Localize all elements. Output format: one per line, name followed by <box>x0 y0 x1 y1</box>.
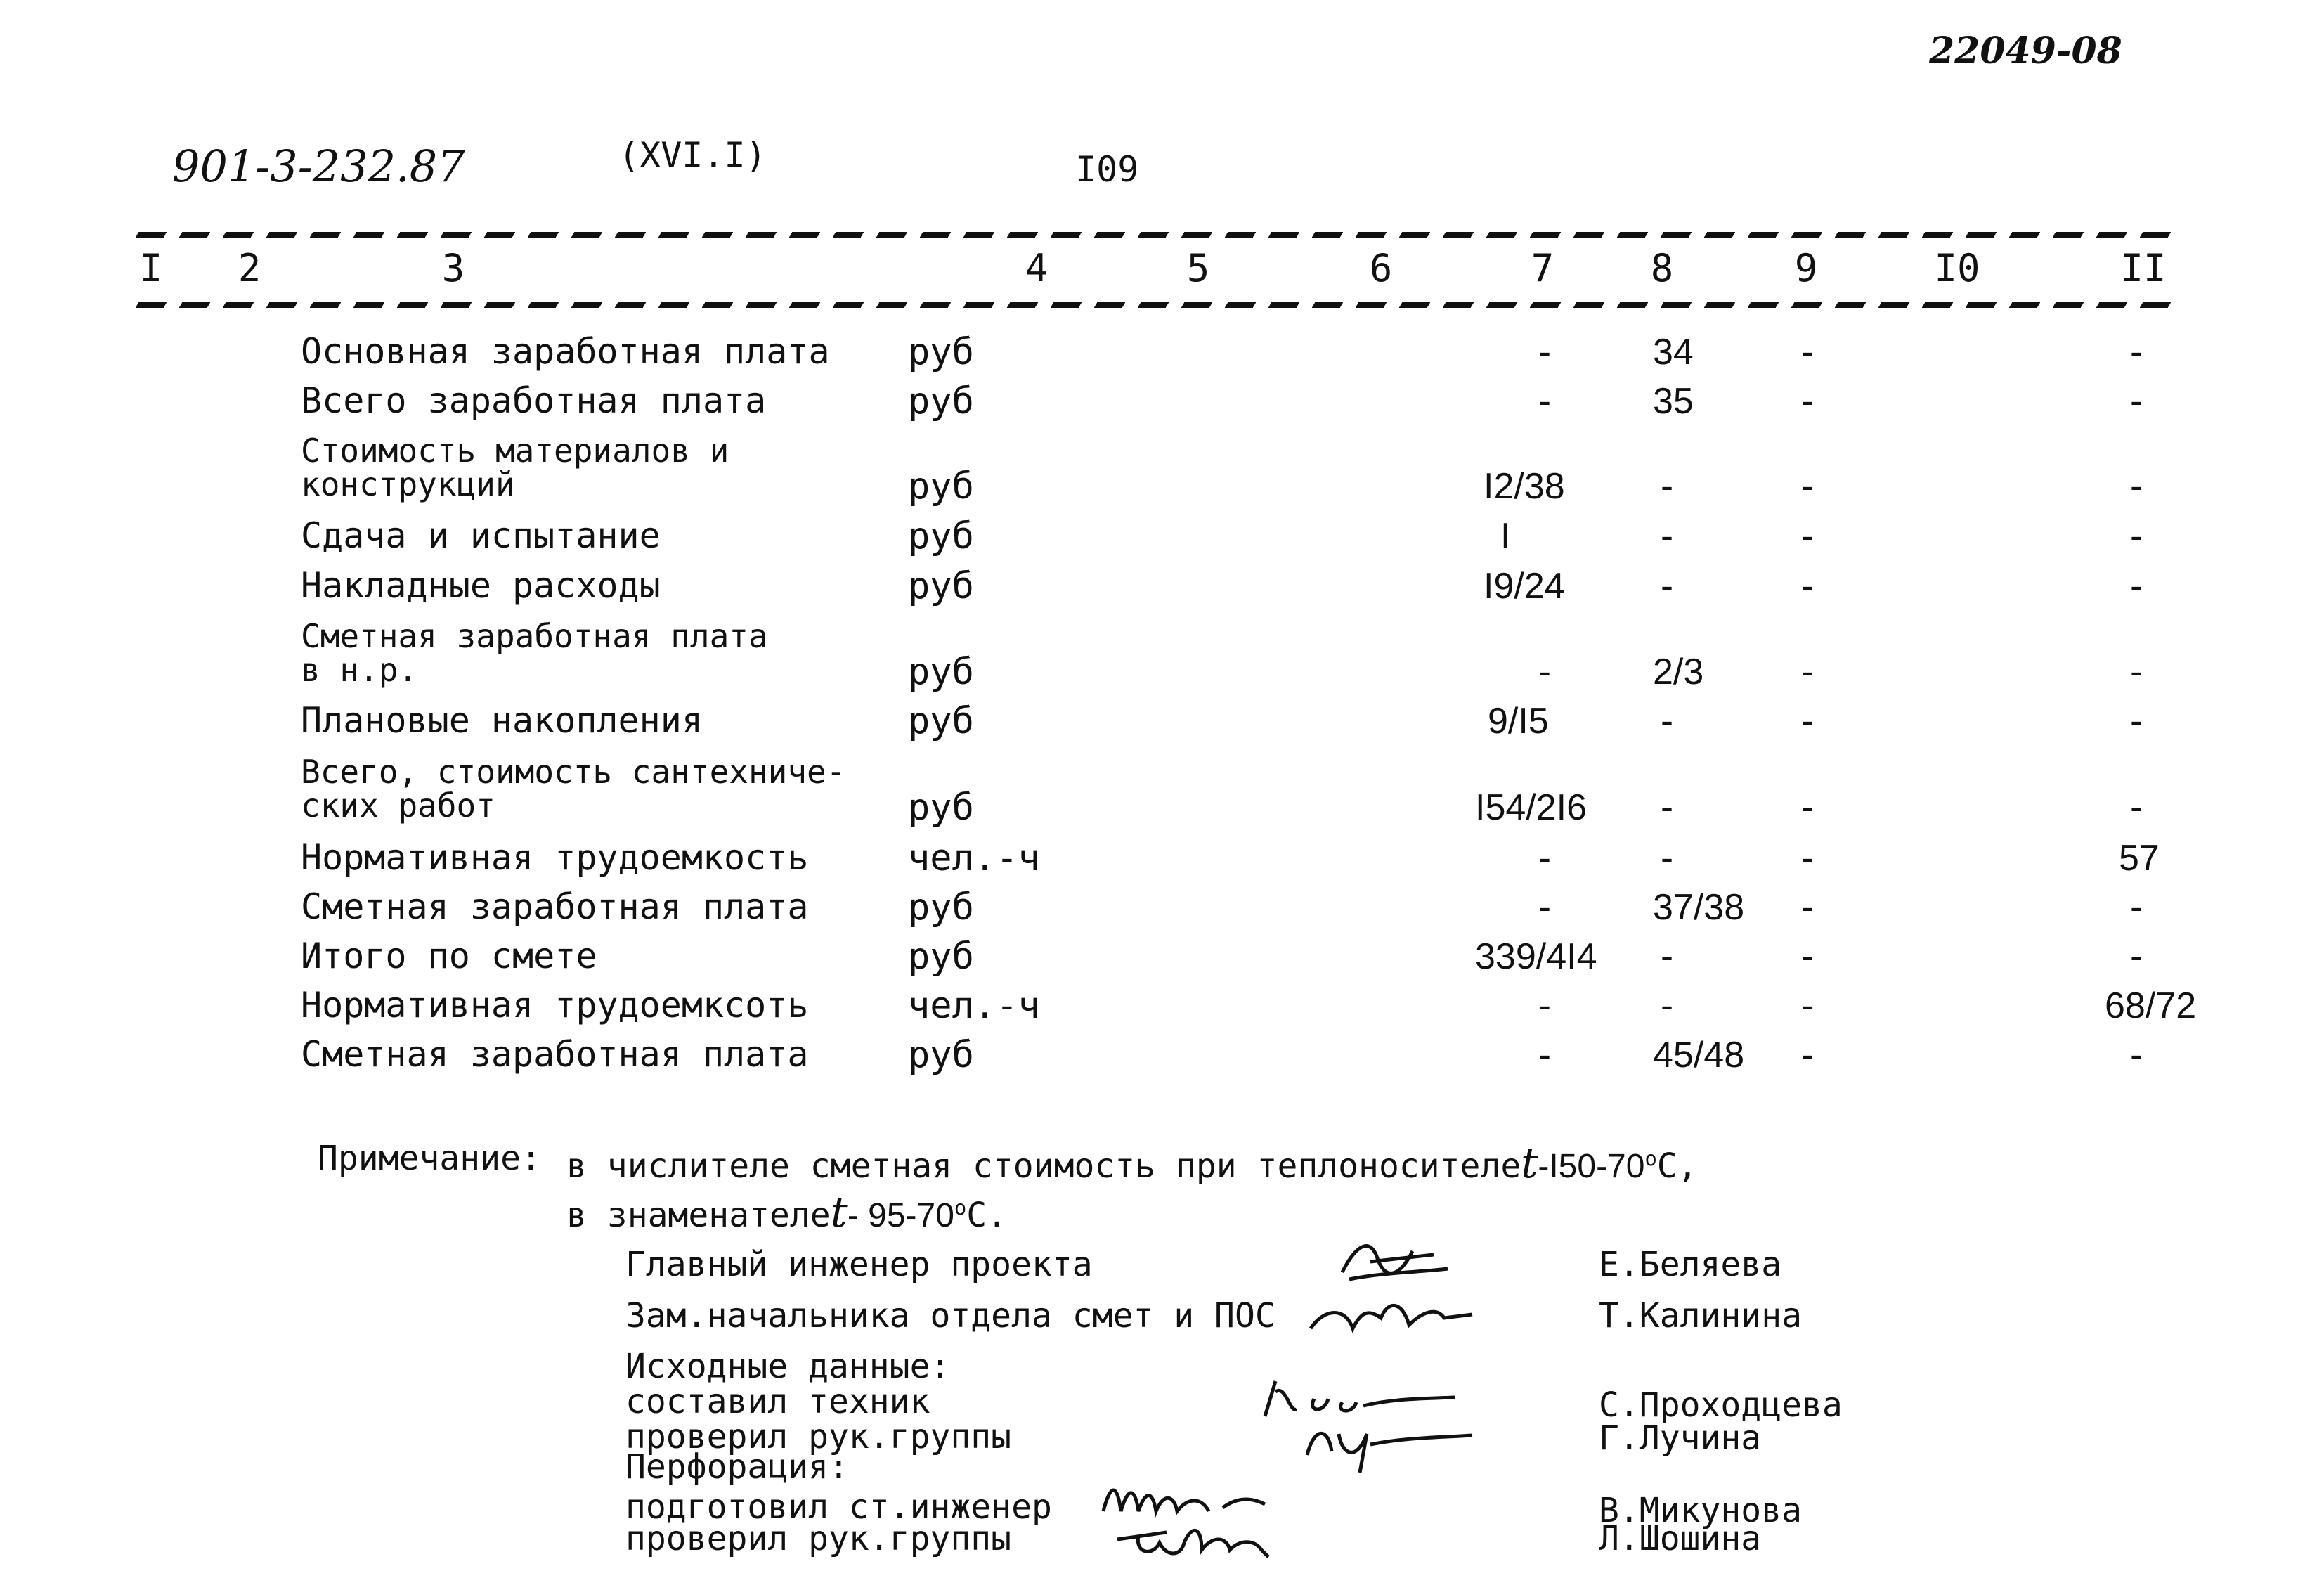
chief-engineer-name: Е.Беляева <box>1599 1245 1782 1284</box>
row-col-8: 37/38 <box>1653 887 1745 928</box>
t-symbol: t <box>1521 1139 1538 1188</box>
column-number: 6 <box>1369 246 1393 290</box>
row-col-8: 34 <box>1653 332 1694 373</box>
row-col-11: - <box>2125 700 2148 742</box>
note-line-2 <box>566 1188 1007 1237</box>
section-number: (XVI.I) <box>618 135 767 176</box>
source-data-label: Исходные данные: <box>625 1347 951 1386</box>
row-col-9: - <box>1796 465 1819 507</box>
row-label: Нормативная трудоемксоть <box>301 985 809 1026</box>
row-col-11: - <box>2125 331 2148 373</box>
row-col-11: - <box>2125 1034 2148 1076</box>
row-col-9: - <box>1796 700 1819 742</box>
note-line-2-unit: C. <box>966 1196 1008 1235</box>
row-col-11: - <box>2125 565 2148 607</box>
row-label: конструкций <box>301 465 515 503</box>
row-col-7: - <box>1533 380 1556 422</box>
row-col-9: - <box>1796 651 1819 693</box>
degree-sign: o <box>954 1196 967 1220</box>
row-unit: руб <box>908 565 974 607</box>
row-label: в н.р. <box>301 651 418 689</box>
chief-engineer-signature <box>1328 1230 1455 1293</box>
row-unit: руб <box>908 936 974 978</box>
row-label: Сметная заработная плата <box>301 617 768 655</box>
column-number: 4 <box>1025 246 1049 290</box>
checked-by-2-label: проверил рук.группы <box>625 1519 1012 1558</box>
checked-by-2-name: Л.Шошина <box>1599 1519 1762 1558</box>
note-label: Примечание: <box>318 1139 541 1178</box>
row-col-8: - <box>1656 936 1678 978</box>
row-col-9: - <box>1796 936 1819 978</box>
row-label: Накладные расходы <box>301 565 661 606</box>
row-col-8: - <box>1656 515 1678 557</box>
column-number: 9 <box>1794 246 1818 290</box>
row-unit: руб <box>908 886 974 929</box>
row-unit: руб <box>908 651 974 693</box>
row-unit: руб <box>908 515 974 557</box>
row-col-8: - <box>1656 985 1678 1027</box>
note-line-1 <box>566 1139 1698 1188</box>
row-unit: руб <box>908 1034 974 1076</box>
checked-by-2-signature <box>1110 1511 1321 1567</box>
row-col-7: - <box>1533 985 1556 1027</box>
row-col-11: - <box>2125 651 2148 693</box>
row-col-7: - <box>1533 651 1556 693</box>
row-col-8: - <box>1656 837 1678 879</box>
row-col-9: - <box>1796 837 1819 879</box>
row-col-9: - <box>1796 886 1819 929</box>
row-col-7: - <box>1533 886 1556 929</box>
row-label: Сдача и испытание <box>301 515 661 556</box>
compiled-by-label: составил техник <box>625 1382 930 1421</box>
column-number: 8 <box>1650 246 1674 290</box>
column-number: I0 <box>1934 246 1980 290</box>
compiled-by-name: С.Проходцева <box>1599 1385 1843 1425</box>
row-unit: чел.-ч <box>908 837 1040 879</box>
row-col-11: - <box>2125 886 2148 929</box>
row-unit: руб <box>908 700 974 742</box>
row-col-9: - <box>1796 1034 1819 1076</box>
prepared-by-name: В.Микунова <box>1599 1491 1802 1530</box>
column-number: 2 <box>238 246 261 290</box>
row-unit: руб <box>908 380 974 422</box>
column-number: 7 <box>1531 246 1554 290</box>
note-line-1-unit: C, <box>1656 1146 1698 1186</box>
row-label: Сметная заработная плата <box>301 886 809 927</box>
chief-engineer-label: Главный инженер проекта <box>625 1245 1093 1284</box>
row-col-8: - <box>1656 465 1678 507</box>
note-line-2-range: - 95-70 <box>847 1197 954 1234</box>
row-unit: руб <box>908 787 974 829</box>
deputy-head-label: Зам.начальника отдела смет и ПОС <box>625 1296 1275 1336</box>
row-col-7: - <box>1533 1034 1556 1076</box>
checked-by-signature <box>1300 1413 1483 1476</box>
row-label: Нормативная трудоемкость <box>301 837 809 878</box>
t-symbol: t <box>830 1188 848 1237</box>
row-col-11: - <box>2125 787 2148 829</box>
row-col-8: - <box>1656 565 1678 607</box>
column-number: I <box>139 246 163 290</box>
row-label: ских работ <box>301 787 495 824</box>
note-line-1-range: -I50-70 <box>1538 1148 1645 1185</box>
row-col-7: I54/2I6 <box>1475 787 1588 828</box>
row-unit: руб <box>908 331 974 373</box>
row-label: Всего заработная плата <box>301 380 767 421</box>
deputy-head-name: Т.Калинина <box>1599 1296 1802 1336</box>
row-label: Стоимость материалов и <box>301 432 729 470</box>
row-label: Плановые накопления <box>301 700 703 741</box>
row-col-7: 339/4I4 <box>1475 936 1597 977</box>
row-col-9: - <box>1796 787 1819 829</box>
row-unit: руб <box>908 465 974 507</box>
row-col-7: I9/24 <box>1484 566 1565 607</box>
row-col-8: - <box>1656 700 1678 742</box>
deputy-head-signature <box>1304 1286 1486 1350</box>
row-label: Сметная заработная плата <box>301 1034 809 1075</box>
checked-by-label: проверил рук.группы <box>625 1417 1012 1456</box>
row-label: Итого по смете <box>301 936 597 976</box>
row-col-8: 35 <box>1653 381 1694 422</box>
checked-by-name: Г.Лучина <box>1599 1418 1762 1458</box>
page-number: I09 <box>1075 149 1139 190</box>
row-col-9: - <box>1796 331 1819 373</box>
column-number: 5 <box>1186 246 1210 290</box>
row-col-9: - <box>1796 565 1819 607</box>
row-col-7: - <box>1533 837 1556 879</box>
column-number: II <box>2120 246 2167 290</box>
row-col-9: - <box>1796 380 1819 422</box>
row-col-7: I2/38 <box>1484 466 1565 507</box>
row-col-11: - <box>2125 936 2148 978</box>
row-label: Всего, стоимость сантехниче- <box>301 753 846 791</box>
prepared-by-label: подготовил ст.инженер <box>625 1487 1052 1527</box>
row-unit: чел.-ч <box>908 985 1040 1027</box>
row-col-7: 9/I5 <box>1488 701 1549 742</box>
row-col-7: I <box>1500 516 1511 557</box>
row-col-11: - <box>2125 515 2148 557</box>
degree-sign: o <box>1644 1146 1657 1170</box>
row-col-8: - <box>1656 787 1678 829</box>
table-header-rule <box>136 302 2177 308</box>
perforation-label: Перфорация: <box>625 1447 849 1487</box>
row-col-8: 45/48 <box>1653 1035 1745 1075</box>
row-col-9: - <box>1796 985 1819 1027</box>
column-number: 3 <box>441 246 465 290</box>
archive-stamp: 22049-08 <box>1929 30 2122 72</box>
note-line-2-text: в знаменателе <box>566 1196 831 1235</box>
note-line-1-text: в числителе сметная стоимость при теплоносителе <box>566 1146 1521 1186</box>
row-col-11: 57 <box>2119 838 2160 879</box>
row-col-11: - <box>2125 465 2148 507</box>
document-code: 901-3-232.87 <box>172 141 465 192</box>
row-col-9: - <box>1796 515 1819 557</box>
row-col-11: 68/72 <box>2105 985 2197 1026</box>
row-col-11: - <box>2125 380 2148 422</box>
row-label: Основная заработная плата <box>301 331 830 372</box>
table-top-rule <box>136 232 2177 238</box>
row-col-8: 2/3 <box>1653 652 1704 692</box>
row-col-7: - <box>1533 331 1556 373</box>
